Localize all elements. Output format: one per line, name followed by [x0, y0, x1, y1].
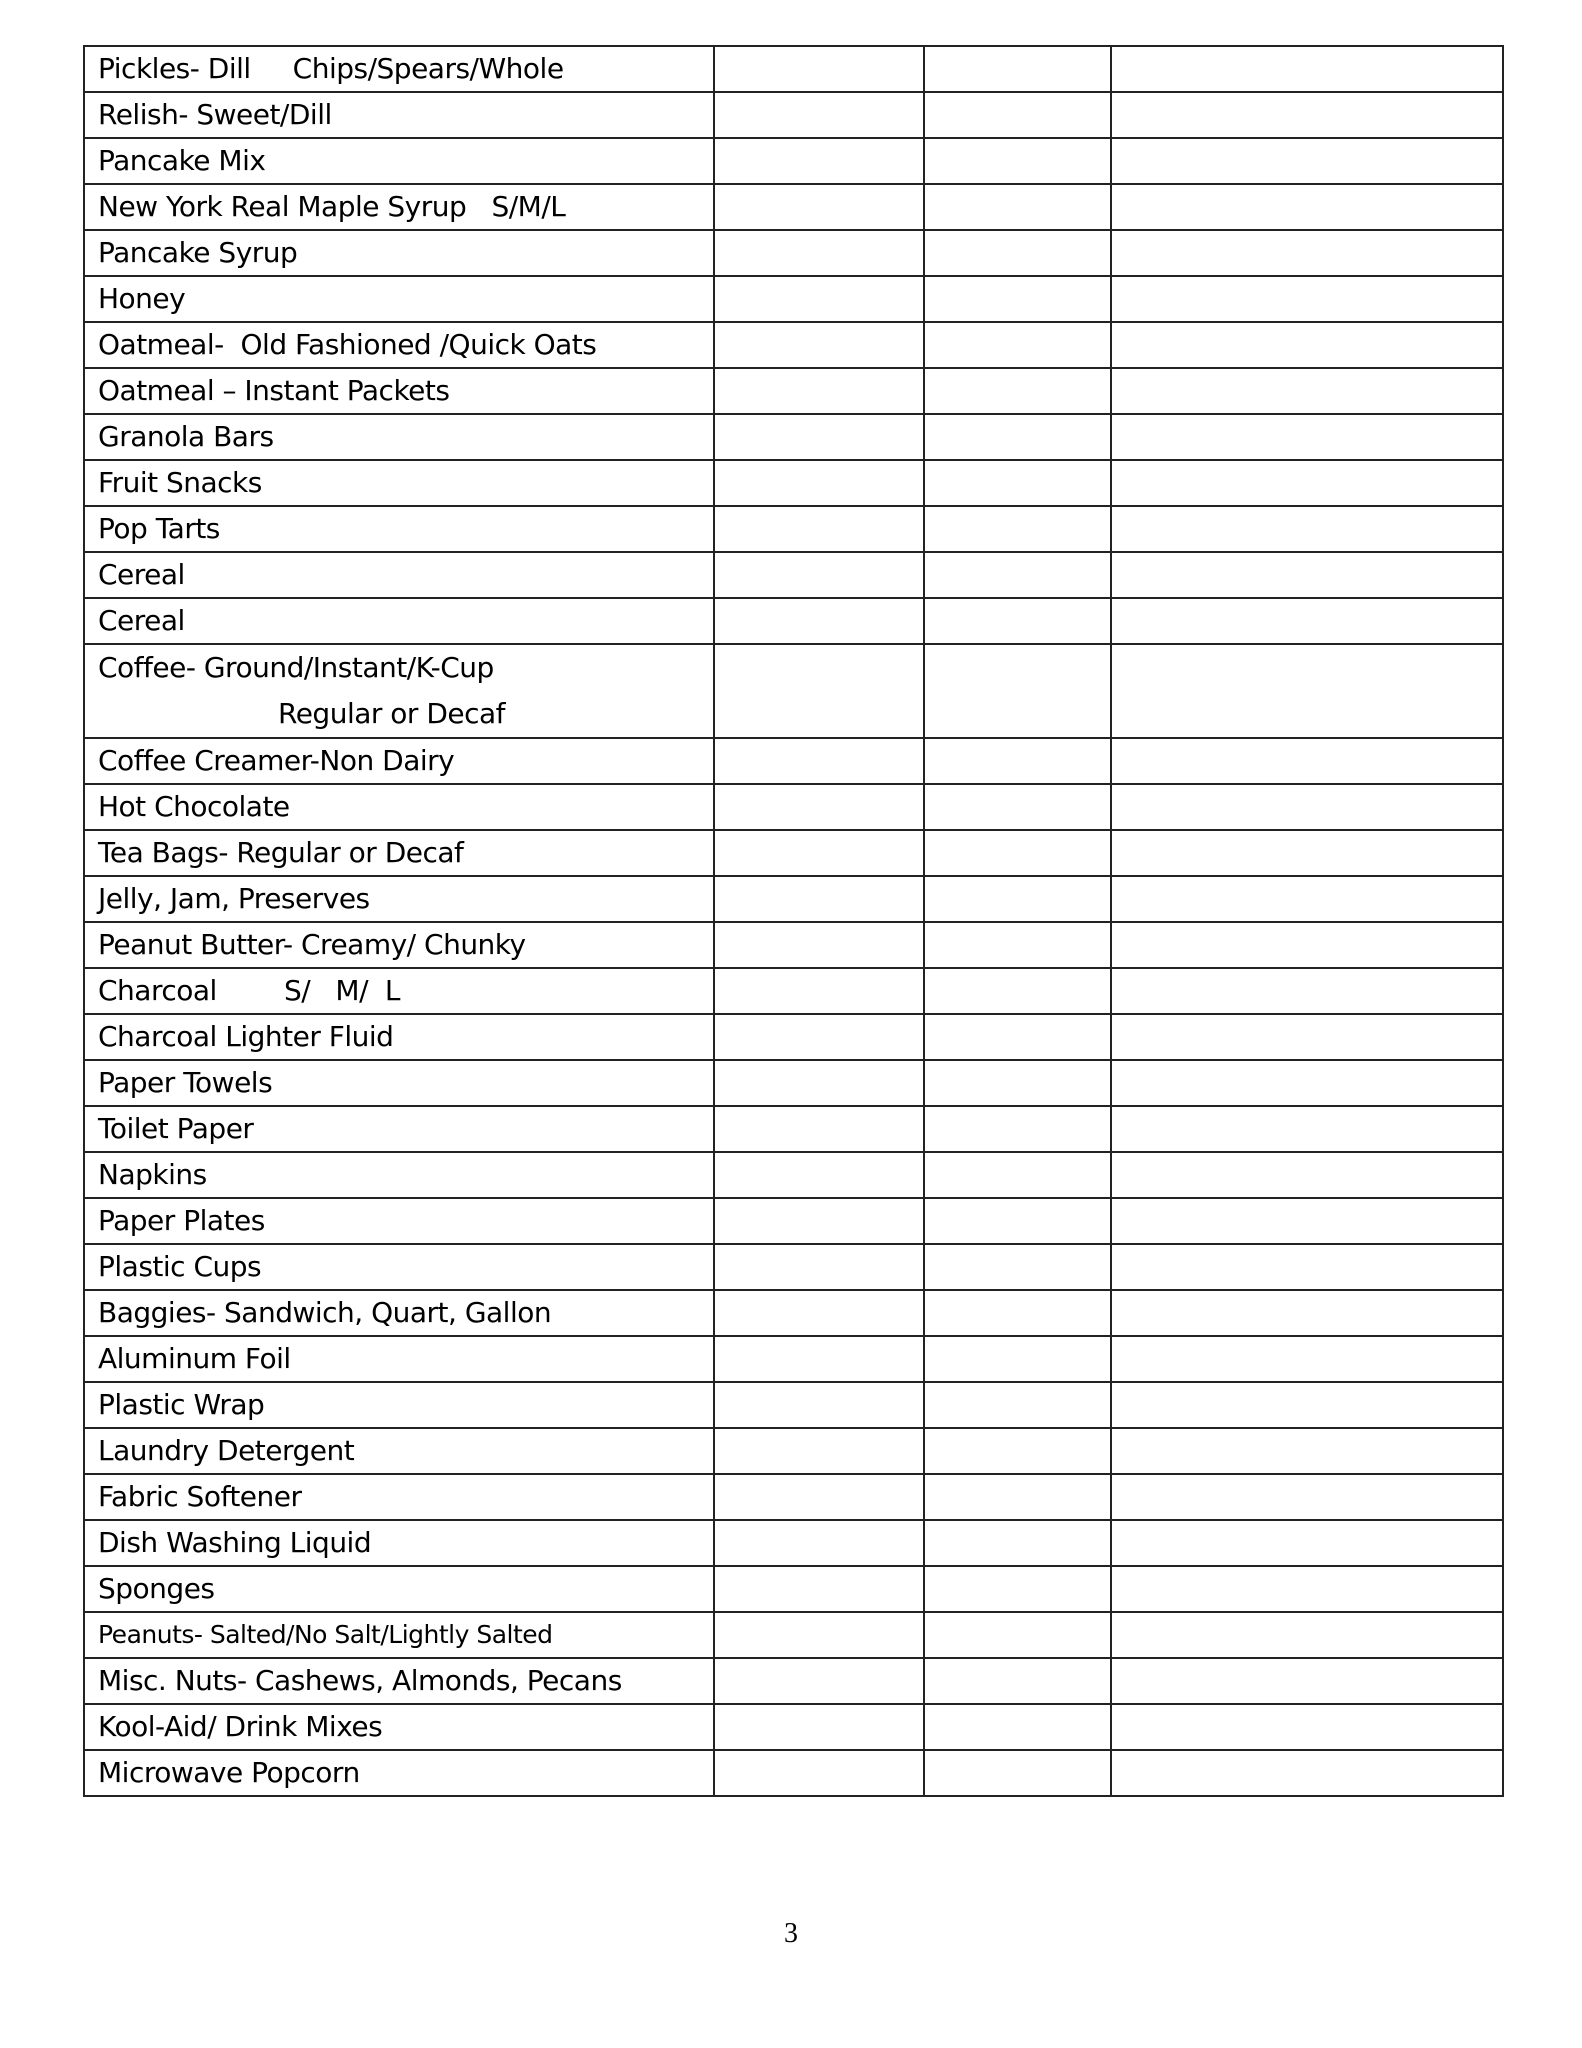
table-row	[84, 138, 1503, 184]
item-label: Baggies- Sandwich, Quart, Gallon	[98, 1296, 552, 1329]
table-row	[84, 1566, 1503, 1612]
item-name-cell	[84, 1474, 714, 1520]
entry-cell[interactable]	[924, 1336, 1111, 1382]
entry-cell[interactable]	[714, 46, 924, 92]
entry-cell[interactable]	[1111, 1658, 1503, 1704]
entry-cell[interactable]	[714, 368, 924, 414]
table-row	[84, 1290, 1503, 1336]
entry-cell[interactable]	[714, 552, 924, 598]
entry-cell[interactable]	[924, 92, 1111, 138]
entry-cell[interactable]	[714, 598, 924, 644]
item-name-cell	[84, 276, 714, 322]
entry-cell[interactable]	[714, 1566, 924, 1612]
entry-cell[interactable]	[1111, 922, 1503, 968]
item-name-cell	[84, 322, 714, 368]
entry-cell[interactable]	[1111, 830, 1503, 876]
table-row	[84, 644, 1503, 738]
item-name-cell	[84, 784, 714, 830]
entry-cell[interactable]	[1111, 552, 1503, 598]
table-row	[84, 738, 1503, 784]
entry-cell[interactable]	[714, 1704, 924, 1750]
table-row	[84, 1658, 1503, 1704]
entry-cell[interactable]	[1111, 968, 1503, 1014]
entry-cell[interactable]	[924, 368, 1111, 414]
item-label: Plastic Wrap	[98, 1388, 265, 1421]
item-label: Aluminum Foil	[98, 1342, 291, 1375]
entry-cell[interactable]	[1111, 598, 1503, 644]
item-label: Coffee- Ground/Instant/K-Cup	[98, 651, 494, 684]
table-row	[84, 922, 1503, 968]
item-name-cell	[84, 506, 714, 552]
entry-cell[interactable]	[924, 46, 1111, 92]
entry-cell[interactable]	[714, 1520, 924, 1566]
entry-cell[interactable]	[924, 506, 1111, 552]
entry-cell[interactable]	[924, 1290, 1111, 1336]
entry-cell[interactable]	[924, 1520, 1111, 1566]
entry-cell[interactable]	[924, 1612, 1111, 1658]
entry-cell[interactable]	[924, 644, 1111, 738]
item-name-cell	[84, 830, 714, 876]
table-row	[84, 506, 1503, 552]
entry-cell[interactable]	[924, 138, 1111, 184]
entry-cell[interactable]	[714, 784, 924, 830]
item-name-cell	[84, 460, 714, 506]
table-row	[84, 1382, 1503, 1428]
item-label: Oatmeal- Old Fashioned /Quick Oats	[98, 328, 597, 361]
entry-cell[interactable]	[714, 460, 924, 506]
table-row	[84, 876, 1503, 922]
table-row	[84, 1474, 1503, 1520]
item-label: Pop Tarts	[98, 512, 220, 545]
entry-cell[interactable]	[1111, 1336, 1503, 1382]
item-label: Charcoal Lighter Fluid	[98, 1020, 394, 1053]
entry-cell[interactable]	[1111, 1014, 1503, 1060]
item-name-cell	[84, 1290, 714, 1336]
entry-cell[interactable]	[924, 922, 1111, 968]
entry-cell[interactable]	[924, 1152, 1111, 1198]
entry-cell[interactable]	[1111, 1382, 1503, 1428]
table-row	[84, 46, 1503, 92]
item-label: Misc. Nuts- Cashews, Almonds, Pecans	[98, 1664, 622, 1697]
entry-cell[interactable]	[714, 184, 924, 230]
entry-cell[interactable]	[1111, 1060, 1503, 1106]
item-name-cell	[84, 922, 714, 968]
table-row	[84, 1704, 1503, 1750]
item-name-cell	[84, 1566, 714, 1612]
item-label: Peanuts- Salted/No Salt/Lightly Salted	[98, 1620, 553, 1649]
entry-cell[interactable]	[714, 322, 924, 368]
entry-cell[interactable]	[714, 1014, 924, 1060]
entry-cell[interactable]	[1111, 184, 1503, 230]
entry-cell[interactable]	[1111, 230, 1503, 276]
table-row	[84, 1060, 1503, 1106]
entry-cell[interactable]	[924, 1658, 1111, 1704]
table-row	[84, 1750, 1503, 1796]
entry-cell[interactable]	[714, 876, 924, 922]
item-label-second-line: Regular or Decaf	[278, 697, 506, 730]
page-number: 3	[784, 1918, 798, 1949]
item-name-cell	[84, 968, 714, 1014]
item-label: Peanut Butter- Creamy/ Chunky	[98, 928, 526, 961]
entry-cell[interactable]	[1111, 876, 1503, 922]
entry-cell[interactable]	[1111, 460, 1503, 506]
entry-cell[interactable]	[714, 1428, 924, 1474]
item-name-cell	[84, 46, 714, 92]
item-name-cell	[84, 1520, 714, 1566]
item-label: Hot Chocolate	[98, 790, 290, 823]
table-row	[84, 1612, 1503, 1658]
item-name-cell	[84, 230, 714, 276]
entry-cell[interactable]	[1111, 1198, 1503, 1244]
entry-cell[interactable]	[924, 1198, 1111, 1244]
entry-cell[interactable]	[1111, 46, 1503, 92]
item-name-cell	[84, 1382, 714, 1428]
item-label: Pancake Syrup	[98, 236, 298, 269]
entry-cell[interactable]	[924, 1750, 1111, 1796]
entry-cell[interactable]	[714, 830, 924, 876]
entry-cell[interactable]	[1111, 1428, 1503, 1474]
entry-cell[interactable]	[1111, 322, 1503, 368]
item-label: Charcoal S/ M/ L	[98, 974, 400, 1007]
item-name-cell	[84, 1612, 714, 1658]
entry-cell[interactable]	[714, 1612, 924, 1658]
item-label: Paper Towels	[98, 1066, 273, 1099]
entry-cell[interactable]	[714, 1382, 924, 1428]
table-row	[84, 1428, 1503, 1474]
item-name-cell	[84, 1152, 714, 1198]
table-row	[84, 784, 1503, 830]
entry-cell[interactable]	[1111, 1704, 1503, 1750]
entry-cell[interactable]	[714, 276, 924, 322]
entry-cell[interactable]	[924, 1566, 1111, 1612]
item-label: Pickles- Dill Chips/Spears/Whole	[98, 52, 564, 85]
entry-cell[interactable]	[714, 1474, 924, 1520]
entry-cell[interactable]	[1111, 506, 1503, 552]
table-row	[84, 276, 1503, 322]
entry-cell[interactable]	[714, 922, 924, 968]
table-row	[84, 368, 1503, 414]
entry-cell[interactable]	[1111, 784, 1503, 830]
item-label: Sponges	[98, 1572, 215, 1605]
item-name-cell	[84, 1198, 714, 1244]
table-row	[84, 830, 1503, 876]
entry-cell[interactable]	[1111, 138, 1503, 184]
entry-cell[interactable]	[1111, 1474, 1503, 1520]
entry-cell[interactable]	[714, 1244, 924, 1290]
item-name-cell	[84, 1106, 714, 1152]
table-row	[84, 1106, 1503, 1152]
entry-cell[interactable]	[924, 968, 1111, 1014]
entry-cell[interactable]	[1111, 1750, 1503, 1796]
entry-cell[interactable]	[924, 1106, 1111, 1152]
entry-cell[interactable]	[714, 1106, 924, 1152]
item-label: Kool-Aid/ Drink Mixes	[98, 1710, 383, 1743]
entry-cell[interactable]	[714, 1750, 924, 1796]
entry-cell[interactable]	[924, 322, 1111, 368]
entry-cell[interactable]	[924, 598, 1111, 644]
entry-cell[interactable]	[924, 876, 1111, 922]
item-label: Laundry Detergent	[98, 1434, 355, 1467]
entry-cell[interactable]	[1111, 276, 1503, 322]
item-name-cell	[84, 876, 714, 922]
table-row	[84, 460, 1503, 506]
entry-cell[interactable]	[924, 552, 1111, 598]
entry-cell[interactable]	[1111, 1152, 1503, 1198]
item-name-cell	[84, 598, 714, 644]
item-name-cell	[84, 1336, 714, 1382]
entry-cell[interactable]	[1111, 1520, 1503, 1566]
entry-cell[interactable]	[714, 230, 924, 276]
entry-cell[interactable]	[714, 1336, 924, 1382]
item-name-cell	[84, 1014, 714, 1060]
item-label: Fruit Snacks	[98, 466, 262, 499]
item-label: Oatmeal – Instant Packets	[98, 374, 450, 407]
entry-cell[interactable]	[924, 184, 1111, 230]
entry-cell[interactable]	[714, 92, 924, 138]
item-label: Napkins	[98, 1158, 207, 1191]
item-label: Coffee Creamer-Non Dairy	[98, 744, 455, 777]
table-row	[84, 1198, 1503, 1244]
table-row	[84, 1244, 1503, 1290]
item-label: Tea Bags- Regular or Decaf	[98, 836, 464, 869]
entry-cell[interactable]	[714, 1198, 924, 1244]
entry-cell[interactable]	[924, 276, 1111, 322]
table-row	[84, 968, 1503, 1014]
item-label: Plastic Cups	[98, 1250, 262, 1283]
entry-cell[interactable]	[924, 230, 1111, 276]
entry-cell[interactable]	[924, 784, 1111, 830]
table-row	[84, 1336, 1503, 1382]
table-row	[84, 1152, 1503, 1198]
table-row	[84, 322, 1503, 368]
entry-cell[interactable]	[1111, 1244, 1503, 1290]
entry-cell[interactable]	[924, 1474, 1111, 1520]
item-name-cell	[84, 184, 714, 230]
table-row	[84, 184, 1503, 230]
entry-cell[interactable]	[924, 1244, 1111, 1290]
entry-cell[interactable]	[1111, 414, 1503, 460]
entry-cell[interactable]	[1111, 1566, 1503, 1612]
entry-cell[interactable]	[714, 138, 924, 184]
entry-cell[interactable]	[1111, 644, 1503, 738]
item-name-cell	[84, 1750, 714, 1796]
entry-cell[interactable]	[924, 1014, 1111, 1060]
item-label: Microwave Popcorn	[98, 1756, 360, 1789]
item-label: Cereal	[98, 558, 185, 591]
entry-cell[interactable]	[714, 414, 924, 460]
item-name-cell	[84, 414, 714, 460]
item-name-cell	[84, 1428, 714, 1474]
table-row	[84, 414, 1503, 460]
entry-cell[interactable]	[924, 1382, 1111, 1428]
entry-cell[interactable]	[1111, 738, 1503, 784]
item-label: Fabric Softener	[98, 1480, 302, 1513]
table-row	[84, 552, 1503, 598]
entry-cell[interactable]	[1111, 92, 1503, 138]
entry-cell[interactable]	[1111, 1612, 1503, 1658]
entry-cell[interactable]	[1111, 368, 1503, 414]
entry-cell[interactable]	[714, 1290, 924, 1336]
entry-cell[interactable]	[714, 1658, 924, 1704]
item-name-cell	[84, 1704, 714, 1750]
entry-cell[interactable]	[924, 830, 1111, 876]
entry-cell[interactable]	[714, 1060, 924, 1106]
entry-cell[interactable]	[1111, 1290, 1503, 1336]
entry-cell[interactable]	[714, 738, 924, 784]
entry-cell[interactable]	[924, 414, 1111, 460]
item-name-cell	[84, 738, 714, 784]
table-row	[84, 92, 1503, 138]
entry-cell[interactable]	[924, 1060, 1111, 1106]
entry-cell[interactable]	[924, 1428, 1111, 1474]
item-name-cell	[84, 1060, 714, 1106]
item-label: Dish Washing Liquid	[98, 1526, 372, 1559]
item-name-cell	[84, 552, 714, 598]
table-row	[84, 1014, 1503, 1060]
table-row	[84, 598, 1503, 644]
entry-cell[interactable]	[714, 1152, 924, 1198]
item-label: Toilet Paper	[98, 1112, 254, 1145]
item-name-cell	[84, 138, 714, 184]
entry-cell[interactable]	[714, 968, 924, 1014]
item-label: Jelly, Jam, Preserves	[98, 882, 370, 915]
item-name-cell	[84, 644, 714, 738]
entry-cell[interactable]	[924, 460, 1111, 506]
item-label: Honey	[98, 282, 186, 315]
table-row	[84, 230, 1503, 276]
item-name-cell	[84, 92, 714, 138]
item-label: Relish- Sweet/Dill	[98, 98, 332, 131]
entry-cell[interactable]	[924, 738, 1111, 784]
item-label: New York Real Maple Syrup S/M/L	[98, 190, 566, 223]
entry-cell[interactable]	[1111, 1106, 1503, 1152]
item-name-cell	[84, 368, 714, 414]
item-name-cell	[84, 1244, 714, 1290]
item-label: Paper Plates	[98, 1204, 265, 1237]
entry-cell[interactable]	[714, 644, 924, 738]
item-label: Cereal	[98, 604, 185, 637]
table-row	[84, 1520, 1503, 1566]
item-label: Granola Bars	[98, 420, 274, 453]
entry-cell[interactable]	[714, 506, 924, 552]
entry-cell[interactable]	[924, 1704, 1111, 1750]
item-label: Pancake Mix	[98, 144, 266, 177]
shopping-list-table	[83, 45, 1504, 1797]
item-name-cell	[84, 1658, 714, 1704]
